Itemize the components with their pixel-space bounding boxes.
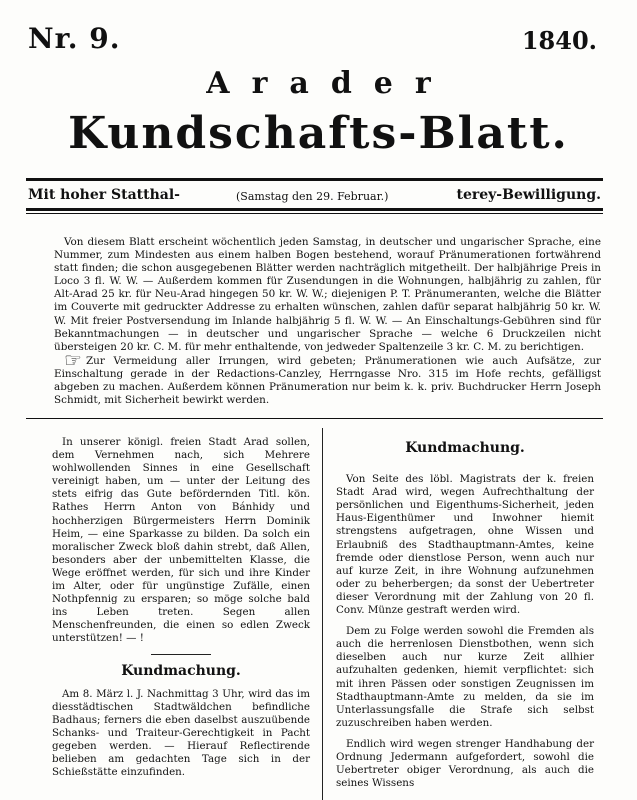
left-column bbox=[52, 436, 310, 787]
license-right: terey-Bewilligung. bbox=[456, 187, 601, 203]
registration-notice: Dem zu Folge werden sowohl die Fremden als auch die herrenlosen Dienstbothen, wenn sich dieselben auch nur kurze Zeit allhier aufzuhalten gedenken, hiemit verpflichtet: sich mit ihren Pässen oder sonstigen Zeugnissen im Stadthauptmann-Amte zu melden, da sie im Unterlassungsfalle die Strafe sich selbst zuzuschreiben haben werden. bbox=[336, 625, 594, 729]
enforcement-notice: Endlich wird wegen strenger Handhabung der Ordnung Jedermann aufgefordert, sowohl die Uebertreter obiger Verordnung, als auch die seines Wissens bbox=[336, 737, 594, 790]
column-divider bbox=[322, 428, 323, 800]
right-column-heading: Kundmachung. bbox=[405, 440, 525, 456]
article-separator bbox=[151, 654, 211, 655]
issue-number: Nr. 9. bbox=[28, 22, 121, 55]
masthead-title: Kundschafts-Blatt. bbox=[68, 108, 569, 159]
magistrate-notice: Von Seite des löbl. Magistrats der k. freien Stadt Arad wird, wegen Aufrechthaltung der persönlichen und Eigenthums-Sicherheit, jeden Haus-Eigenthümer und Inwohner hiemit strengstens aufgetragen, ohne Wissen und Erlaubniß des Stadthauptmann-Amtes, keine fremde oder dienstlose Person, wenn auch nur auf kurze Zeit, in ihre Wohnung aufzunehmen oder zu beherbergen; da sonst der Uebertreter dieser Verordnung mit der Zahlung von 20 fl. Conv. Münze gestraft werden wird. bbox=[336, 473, 594, 617]
masthead-subtitle: Arader bbox=[206, 66, 453, 101]
redaction-paragraph bbox=[54, 347, 601, 407]
masthead-bottom-rule bbox=[26, 208, 603, 211]
right-column bbox=[336, 436, 594, 798]
issue-year: 1840. bbox=[521, 26, 597, 55]
redaction-text: Zur Vermeidung aller Irrungen, wird gebeten; Pränumerationen wie auch Aufsätze, zur Einschaltung gerade in der Redactions-Canzley, Herrngasse Nro. 315 im Hofe rechts, gefälligst abgeben zu machen. Außerdem können Pränumeration nur beim k. k. priv. Buchdrucker Herrn Joseph Schmidt, mit Sicherheit bewirkt werden. bbox=[54, 354, 601, 407]
left-column-heading: Kundmachung. bbox=[121, 662, 241, 679]
masthead-bottom-thin-rule bbox=[26, 213, 603, 214]
license-left: Mit hoher Statthal- bbox=[28, 187, 180, 203]
issue-date: (Samstag den 29. Februar.) bbox=[236, 190, 389, 203]
section-divider bbox=[26, 418, 603, 419]
sparkasse-article: In unserer königl. freien Stadt Arad sollen, dem Vernehmen nach, sich Mehrere wohlwollenden Sinnes in eine Gesellschaft vereinigt haben, um — unter der Leitung des stets eifrig das Gute befördernden Titl. kön. Rathes Herrn Anton von Bánhidy und hochherzigen Bürgermeisters Herrn Dominik Heim, — eine Sparkasse zu bilden. Da solch ein moralischer Zweck bloß dahin strebt, daß Allen, besonders aber der unbemittelten Klasse, die Wege eröffnet werden, für sich und ihre Kinder im Alter, oder für ungünstige Zufälle, einen Nothpfennig zu ersparen; so möge solche bald ins Leben treten. Segen allen Menschenfreunden, die einen so edlen Zweck unterstützen! — ! bbox=[52, 436, 310, 645]
badhaus-notice: Am 8. März l. J. Nachmittag 3 Uhr, wird das im diesstädtischen Stadtwäldchen befindliche Badhaus; ferners die eben daselbst auszuübende Schanks- und Traiteur-Gerechtigkeit in Pacht gegeben werden. — Hierauf Reflectirende belieben am gedachten Tage sich in der Schießstätte einzufinden. bbox=[52, 687, 310, 779]
masthead-top-rule bbox=[26, 178, 603, 181]
pointing-hand-icon: ☞ bbox=[64, 347, 82, 372]
subscription-paragraph: Von diesem Blatt erscheint wöchentlich jeden Samstag, in deutscher und ungarischer Sprache, eine Nummer, zum Mindesten aus einem halben Bogen bestehend, worauf Pränumerationen fortwährend statt finden; die schon ausgegebenen Blätter werden nachträglich mitgetheilt. Der halbjährige Preis in Loco 3 fl. W. W. — Außerdem kommen für Zusendungen in die Wohnungen, halbjährig zu zahlen, für Alt-Arad 25 kr. für Neu-Arad hingegen 50 kr. W. W.; diejenigen P. T. Pränumeranten, welche die Blätter im Couverte mit gedruckter Addresse zu erhalten wünschen, zahlen dafür separat halbjährig 50 kr. W. W. Mit freier Postversendung im Inlande halbjährig 5 fl. W. W. — An Einschaltungs-Gebühren sind für Bekanntmachungen — in deutscher und ungarischer Sprache — welche 6 Druckzeilen nicht übersteigen 20 kr. C. M. für mehr enthaltende, von jedweder Spaltenzeile 3 kr. C. M. zu berichtigen. bbox=[54, 236, 601, 353]
subscription-notice bbox=[54, 236, 601, 407]
